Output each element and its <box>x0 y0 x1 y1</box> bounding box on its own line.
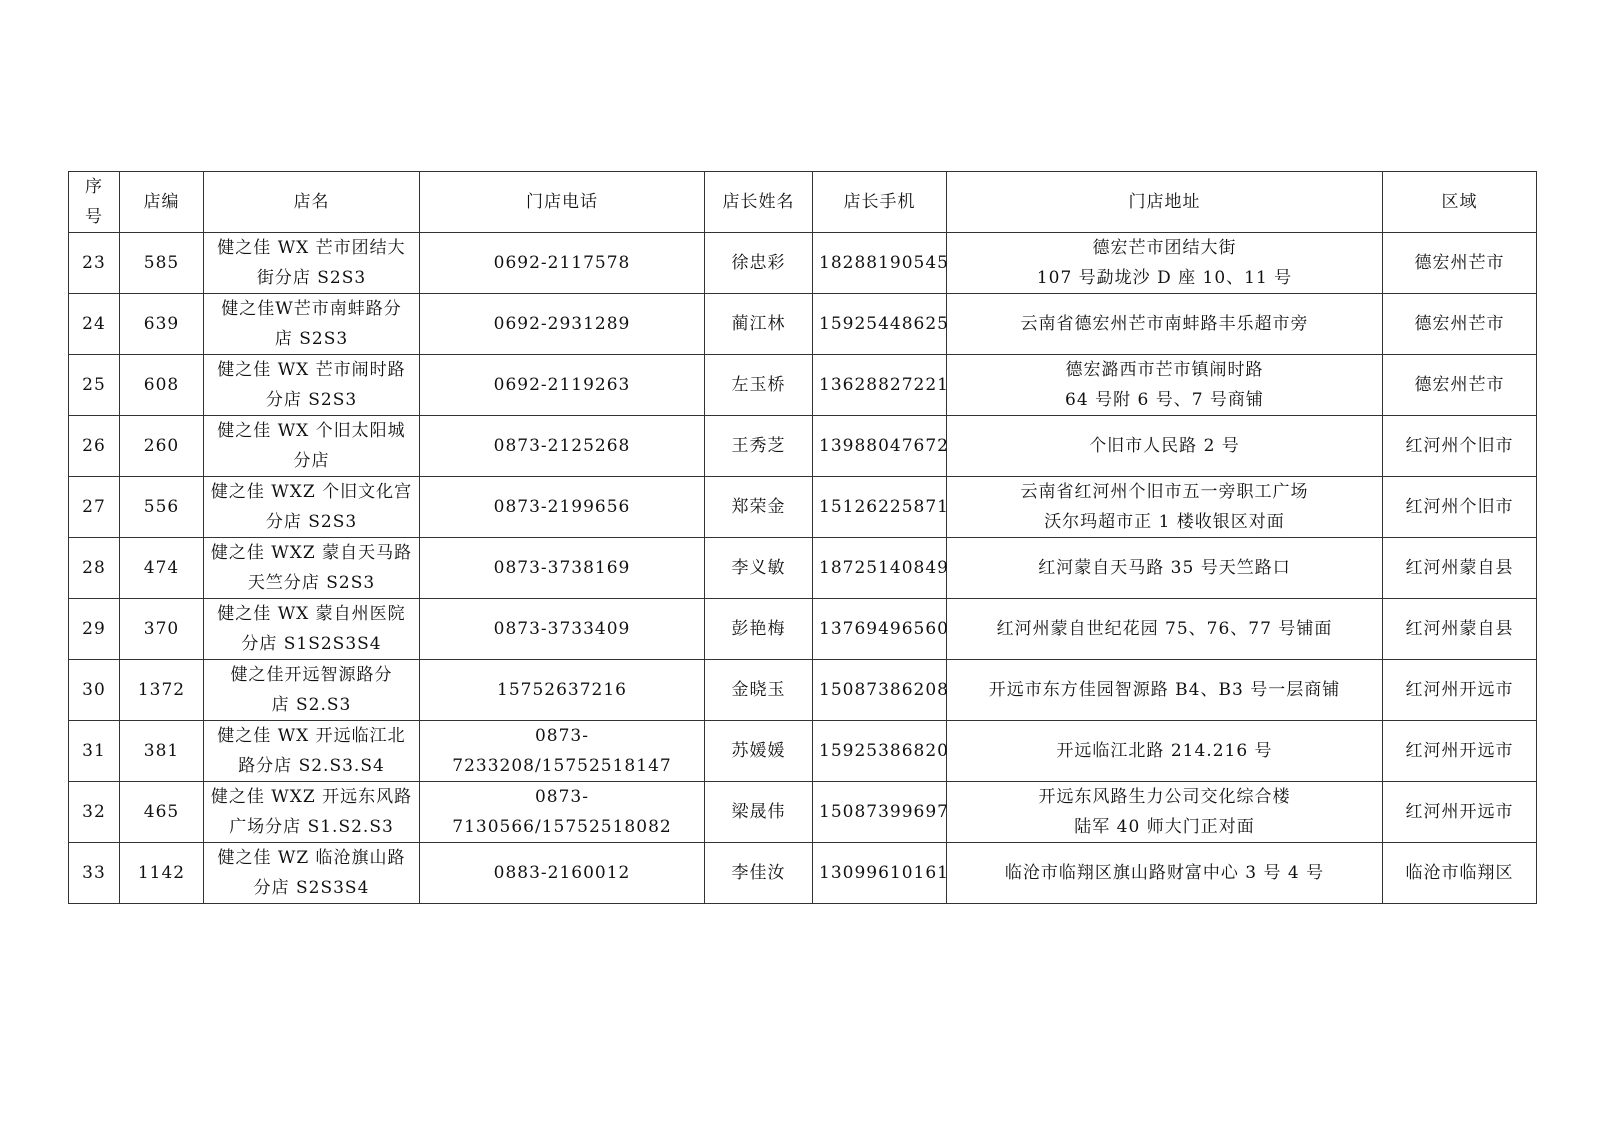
cell-store-phone: 0873-2199656 <box>420 477 705 538</box>
cell-code: 370 <box>120 599 204 660</box>
cell-region: 红河州个旧市 <box>1383 477 1537 538</box>
cell-store-phone: 0873-7130566/15752518082 <box>420 782 705 843</box>
table-row <box>69 416 1537 477</box>
table-row <box>69 477 1537 538</box>
cell-manager-name: 金晓玉 <box>705 660 813 721</box>
header-seq <box>69 172 120 233</box>
cell-region: 红河州蒙自县 <box>1383 538 1537 599</box>
cell-store-address-lines <box>953 431 1376 461</box>
cell-region: 红河州开远市 <box>1383 660 1537 721</box>
cell-manager-name: 李佳汝 <box>705 843 813 904</box>
cell-store-name-line: 分店 S1S2S3S4 <box>241 634 382 654</box>
cell-store-name <box>204 233 420 294</box>
cell-store-name-lines <box>210 843 413 903</box>
cell-manager-mobile: 15087399697 <box>813 782 947 843</box>
cell-store-name-line: 天竺分店 S2S3 <box>247 573 376 593</box>
cell-store-address-line: 德宏芒市团结大街 <box>1092 238 1237 258</box>
cell-store-name <box>204 660 420 721</box>
cell-seq: 27 <box>69 477 120 538</box>
cell-store-address-lines <box>953 782 1376 842</box>
cell-store-name-line: 健之佳 WX 开远临江北 <box>217 726 406 746</box>
cell-store-name <box>204 599 420 660</box>
cell-seq: 32 <box>69 782 120 843</box>
cell-manager-mobile: 15925448625 <box>813 294 947 355</box>
cell-code: 474 <box>120 538 204 599</box>
cell-store-name-line: 店 S2S3 <box>274 329 349 349</box>
cell-store-phone: 0692-2931289 <box>420 294 705 355</box>
cell-manager-name: 左玉桥 <box>705 355 813 416</box>
cell-seq: 28 <box>69 538 120 599</box>
cell-code: 1372 <box>120 660 204 721</box>
table-row <box>69 538 1537 599</box>
cell-region: 德宏州芒市 <box>1383 233 1537 294</box>
cell-store-address <box>947 538 1383 599</box>
table-row <box>69 599 1537 660</box>
table-body <box>69 233 1537 904</box>
cell-store-phone: 0692-2117578 <box>420 233 705 294</box>
cell-store-name-line: 分店 S2S3 <box>265 512 358 532</box>
cell-store-name-line: 健之佳 WX 蒙自州医院 <box>217 604 406 624</box>
cell-store-phone: 0692-2119263 <box>420 355 705 416</box>
cell-store-name-line: 健之佳 WXZ 开远东风路 <box>210 787 413 807</box>
cell-store-address-lines <box>953 553 1376 583</box>
cell-region: 德宏州芒市 <box>1383 355 1537 416</box>
cell-region: 红河州蒙自县 <box>1383 599 1537 660</box>
cell-store-address-lines <box>953 355 1376 415</box>
cell-seq: 29 <box>69 599 120 660</box>
cell-seq: 33 <box>69 843 120 904</box>
cell-seq: 30 <box>69 660 120 721</box>
cell-store-address-line: 沃尔玛超市正 1 楼收银区对面 <box>1044 512 1285 532</box>
cell-store-name-line: 分店 <box>293 451 330 471</box>
cell-manager-mobile: 15087386208 <box>813 660 947 721</box>
cell-seq: 24 <box>69 294 120 355</box>
cell-store-name-line: 分店 S2S3S4 <box>253 878 370 898</box>
cell-store-name-line: 店 S2.S3 <box>271 695 352 715</box>
header-phone: 门店电话 <box>420 172 705 233</box>
cell-region: 红河州开远市 <box>1383 721 1537 782</box>
cell-store-name-line: 健之佳 WXZ 蒙自天马路 <box>210 543 413 563</box>
cell-seq: 25 <box>69 355 120 416</box>
cell-store-name-lines <box>210 721 413 781</box>
cell-store-name-line: 分店 S2S3 <box>265 390 358 410</box>
cell-store-name-line: 路分店 S2.S3.S4 <box>238 756 385 776</box>
cell-store-phone: 15752637216 <box>420 660 705 721</box>
cell-manager-mobile: 13769496560 <box>813 599 947 660</box>
cell-store-address-lines <box>953 309 1376 339</box>
cell-store-address <box>947 355 1383 416</box>
cell-store-name-lines <box>210 599 413 659</box>
cell-store-address <box>947 416 1383 477</box>
table-row <box>69 721 1537 782</box>
cell-store-address-line: 开远临江北路 214.216 号 <box>1056 741 1273 761</box>
cell-seq: 26 <box>69 416 120 477</box>
table-row <box>69 660 1537 721</box>
cell-manager-mobile: 13099610161 <box>813 843 947 904</box>
cell-manager-name: 蔺江林 <box>705 294 813 355</box>
cell-seq: 31 <box>69 721 120 782</box>
header-name: 店名 <box>204 172 420 233</box>
cell-store-name-line: 健之佳 WX 芒市闹时路 <box>217 360 406 380</box>
cell-store-name-line: 健之佳 WX 个旧太阳城 <box>217 421 406 441</box>
cell-manager-name: 苏媛媛 <box>705 721 813 782</box>
cell-code: 465 <box>120 782 204 843</box>
cell-region: 红河州个旧市 <box>1383 416 1537 477</box>
cell-store-address-line: 64 号附 6 号、7 号商铺 <box>1065 390 1264 410</box>
cell-store-name-lines <box>210 233 413 293</box>
table-row <box>69 782 1537 843</box>
cell-manager-name: 彭艳梅 <box>705 599 813 660</box>
cell-store-address-line: 陆军 40 师大门正对面 <box>1074 817 1255 837</box>
cell-store-address <box>947 843 1383 904</box>
cell-store-address-line: 红河州蒙自世纪花园 75、76、77 号铺面 <box>996 619 1333 639</box>
cell-seq: 23 <box>69 233 120 294</box>
cell-store-name <box>204 294 420 355</box>
cell-store-address <box>947 782 1383 843</box>
cell-store-address-lines <box>953 233 1376 293</box>
cell-code: 608 <box>120 355 204 416</box>
header-code: 店编 <box>120 172 204 233</box>
header-seq-line-2: 号 <box>85 207 103 227</box>
cell-manager-mobile: 13988047672 <box>813 416 947 477</box>
cell-store-address-line: 107 号勐垅沙 D 座 10、11 号 <box>1036 268 1293 288</box>
table-row <box>69 233 1537 294</box>
cell-store-name-line: 健之佳 WX 芒市团结大 <box>217 238 406 258</box>
cell-store-name-line: 街分店 S2S3 <box>256 268 367 288</box>
cell-manager-name: 徐忠彩 <box>705 233 813 294</box>
cell-store-phone: 0873-7233208/15752518147 <box>420 721 705 782</box>
cell-code: 1142 <box>120 843 204 904</box>
cell-manager-mobile: 13628827221 <box>813 355 947 416</box>
cell-store-address <box>947 660 1383 721</box>
cell-store-address-line: 临沧市临翔区旗山路财富中心 3 号 4 号 <box>1004 863 1325 883</box>
table-row <box>69 294 1537 355</box>
cell-store-name-line: 健之佳 WXZ 个旧文化宫 <box>210 482 413 502</box>
cell-store-name <box>204 782 420 843</box>
cell-store-address-line: 德宏潞西市芒市镇闹时路 <box>1065 360 1264 380</box>
cell-code: 639 <box>120 294 204 355</box>
header-seq-text <box>71 172 117 232</box>
cell-store-address-line: 个旧市人民路 2 号 <box>1089 436 1240 456</box>
header-manager: 店长姓名 <box>705 172 813 233</box>
cell-code: 260 <box>120 416 204 477</box>
cell-store-address-lines <box>953 614 1376 644</box>
cell-store-name-lines <box>210 355 413 415</box>
cell-store-address-line: 云南省红河州个旧市五一旁职工广场 <box>1020 482 1309 502</box>
table-row <box>69 355 1537 416</box>
cell-store-name-lines <box>210 782 413 842</box>
cell-store-address <box>947 233 1383 294</box>
cell-store-name-lines <box>210 538 413 598</box>
cell-store-name <box>204 416 420 477</box>
cell-manager-mobile: 18288190545 <box>813 233 947 294</box>
cell-code: 585 <box>120 233 204 294</box>
cell-store-name <box>204 477 420 538</box>
cell-code: 381 <box>120 721 204 782</box>
cell-region: 临沧市临翔区 <box>1383 843 1537 904</box>
cell-store-name <box>204 843 420 904</box>
cell-region: 红河州开远市 <box>1383 782 1537 843</box>
cell-store-name <box>204 721 420 782</box>
cell-store-name-lines <box>210 477 413 537</box>
cell-region: 德宏州芒市 <box>1383 294 1537 355</box>
cell-store-address-lines <box>953 858 1376 888</box>
cell-store-address <box>947 477 1383 538</box>
header-address: 门店地址 <box>947 172 1383 233</box>
cell-manager-name: 梁晟伟 <box>705 782 813 843</box>
cell-code: 556 <box>120 477 204 538</box>
header-mobile: 店长手机 <box>813 172 947 233</box>
cell-store-name-line: 健之佳W芒市南蚌路分 <box>221 299 402 319</box>
cell-manager-mobile: 18725140849 <box>813 538 947 599</box>
cell-store-name-lines <box>210 416 413 476</box>
cell-store-address-lines <box>953 675 1376 705</box>
cell-store-address-line: 开远市东方佳园智源路 B4、B3 号一层商铺 <box>988 680 1341 700</box>
header-seq-line-1: 序 <box>85 177 103 197</box>
cell-store-name <box>204 355 420 416</box>
table-row <box>69 843 1537 904</box>
cell-store-address <box>947 599 1383 660</box>
cell-store-name-line: 广场分店 S1.S2.S3 <box>229 817 394 837</box>
cell-store-address <box>947 721 1383 782</box>
cell-store-name-line: 健之佳 WZ 临沧旗山路 <box>217 848 406 868</box>
cell-manager-mobile: 15126225871 <box>813 477 947 538</box>
cell-store-phone: 0873-3733409 <box>420 599 705 660</box>
cell-manager-name: 郑荣金 <box>705 477 813 538</box>
cell-store-address-line: 红河蒙自天马路 35 号天竺路口 <box>1038 558 1291 578</box>
cell-manager-name: 王秀芝 <box>705 416 813 477</box>
cell-manager-name: 李义敏 <box>705 538 813 599</box>
cell-store-name-line: 健之佳开远智源路分 <box>230 665 393 685</box>
cell-store-address <box>947 294 1383 355</box>
header-row <box>69 172 1537 233</box>
cell-store-address-line: 开远东风路生力公司交化综合楼 <box>1038 787 1291 807</box>
cell-store-phone: 0883-2160012 <box>420 843 705 904</box>
cell-store-address-lines <box>953 477 1376 537</box>
cell-store-name-lines <box>210 660 413 720</box>
header-region: 区域 <box>1383 172 1537 233</box>
cell-store-phone: 0873-3738169 <box>420 538 705 599</box>
cell-manager-mobile: 15925386820 <box>813 721 947 782</box>
cell-store-address-lines <box>953 736 1376 766</box>
store-table <box>68 171 1537 904</box>
cell-store-phone: 0873-2125268 <box>420 416 705 477</box>
cell-store-name-lines <box>210 294 413 354</box>
cell-store-address-line: 云南省德宏州芒市南蚌路丰乐超市旁 <box>1020 314 1309 334</box>
cell-store-name <box>204 538 420 599</box>
